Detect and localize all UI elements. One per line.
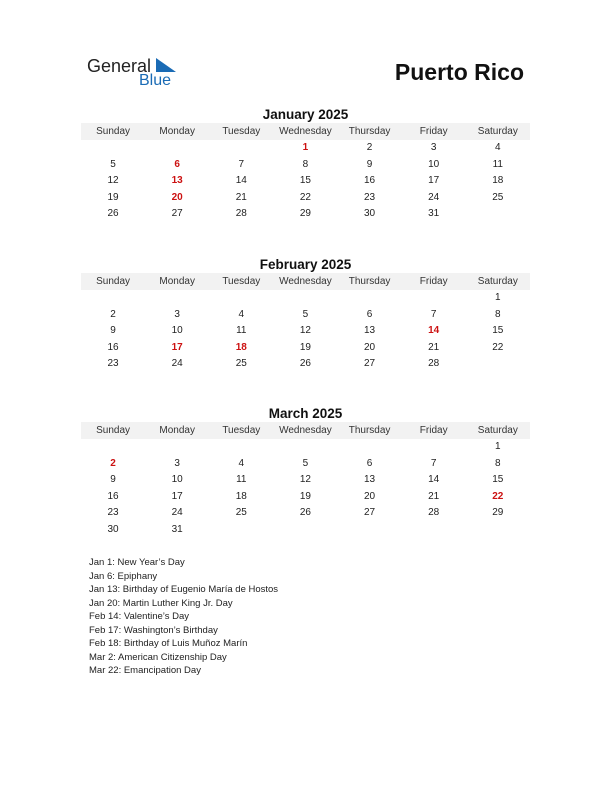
day-cell: 9 bbox=[110, 474, 116, 486]
day-cell: 7 bbox=[430, 308, 437, 320]
day-cell bbox=[466, 522, 530, 539]
holiday-day-cell: 20 bbox=[171, 191, 183, 203]
holiday-note: Feb 18: Birthday of Luis Muñoz Marín bbox=[89, 638, 248, 649]
day-cell: 1 bbox=[495, 292, 501, 303]
day-cell: 16 bbox=[107, 341, 119, 353]
weekday-label: Wednesday bbox=[279, 425, 332, 436]
day-cell: 27 bbox=[364, 358, 376, 370]
weekday-label: Saturday bbox=[477, 425, 518, 436]
day-cell bbox=[402, 290, 466, 307]
day-cell: 6 bbox=[366, 457, 373, 469]
weekday-label: Sunday bbox=[96, 276, 131, 287]
weekday-label: Tuesday bbox=[222, 126, 261, 137]
holiday-day-cell: 14 bbox=[428, 325, 440, 337]
month-calendar bbox=[81, 256, 530, 373]
month-title: February 2025 bbox=[259, 257, 352, 272]
day-cell: 4 bbox=[495, 142, 501, 153]
holiday-note: Mar 22: Emancipation Day bbox=[89, 665, 201, 676]
day-cell: 13 bbox=[364, 474, 376, 486]
weekday-header-row bbox=[81, 422, 530, 439]
day-cell: 2 bbox=[110, 308, 116, 320]
day-cell: 5 bbox=[302, 457, 309, 469]
day-cell: 8 bbox=[302, 158, 309, 170]
day-cell: 11 bbox=[236, 325, 247, 337]
weekday-header-row bbox=[81, 273, 530, 290]
day-cell: 19 bbox=[107, 191, 119, 203]
week-row bbox=[81, 472, 530, 489]
holiday-note: Jan 6: Epiphany bbox=[89, 570, 158, 582]
day-cell: 6 bbox=[366, 308, 373, 320]
day-cell: 16 bbox=[364, 175, 376, 187]
day-cell: 4 bbox=[238, 457, 245, 469]
day-cell bbox=[209, 290, 273, 307]
week-row bbox=[81, 206, 530, 223]
day-cell bbox=[466, 356, 530, 373]
weekday-label: Tuesday bbox=[222, 276, 261, 287]
holiday-day-cell: 6 bbox=[174, 158, 180, 170]
day-cell bbox=[81, 290, 145, 307]
weekday-label: Friday bbox=[419, 276, 448, 287]
day-cell: 10 bbox=[171, 325, 183, 337]
day-cell: 20 bbox=[364, 341, 376, 353]
day-cell: 31 bbox=[171, 523, 183, 535]
day-cell: 15 bbox=[492, 325, 504, 337]
day-cell: 27 bbox=[171, 208, 183, 220]
holiday-note: Mar 2: American Citizenship Day bbox=[89, 651, 227, 663]
holiday-day-cell: 17 bbox=[171, 341, 183, 353]
day-cell: 5 bbox=[302, 308, 309, 320]
day-cell: 5 bbox=[110, 158, 116, 170]
day-cell: 24 bbox=[428, 191, 440, 203]
day-cell: 15 bbox=[299, 175, 311, 187]
day-cell: 1 bbox=[495, 441, 501, 452]
holiday-day-cell: 18 bbox=[235, 341, 247, 353]
day-cell: 30 bbox=[364, 208, 376, 220]
day-cell: 7 bbox=[238, 158, 245, 170]
day-cell: 29 bbox=[299, 208, 311, 220]
holiday-day-cell: 22 bbox=[492, 490, 504, 502]
month-calendar bbox=[81, 405, 530, 539]
day-cell: 27 bbox=[364, 507, 376, 519]
day-cell: 3 bbox=[430, 142, 437, 153]
day-cell: 23 bbox=[364, 191, 376, 203]
weekday-label: Friday bbox=[419, 425, 448, 436]
holiday-note: Feb 14: Valentine’s Day bbox=[89, 611, 189, 622]
day-cell: 12 bbox=[107, 175, 119, 187]
week-row bbox=[81, 439, 530, 456]
week-row bbox=[81, 157, 530, 174]
weekday-label: Saturday bbox=[477, 126, 518, 137]
day-cell: 20 bbox=[364, 490, 376, 502]
week-row bbox=[81, 340, 530, 357]
day-cell: 8 bbox=[495, 308, 501, 320]
day-cell: 17 bbox=[428, 175, 440, 187]
day-cell: 12 bbox=[299, 474, 311, 486]
holiday-day-cell: 13 bbox=[171, 175, 183, 187]
week-row bbox=[81, 190, 530, 207]
day-cell: 14 bbox=[235, 175, 247, 187]
day-cell: 11 bbox=[492, 158, 503, 170]
day-cell: 10 bbox=[171, 474, 183, 486]
day-cell: 21 bbox=[235, 191, 247, 203]
weekday-label: Tuesday bbox=[222, 425, 261, 436]
day-cell: 26 bbox=[107, 208, 119, 220]
holiday-day-cell: 1 bbox=[302, 142, 309, 153]
day-cell bbox=[145, 290, 209, 307]
weekday-label: Thursday bbox=[348, 276, 391, 287]
week-row bbox=[81, 489, 530, 506]
day-cell: 26 bbox=[299, 507, 311, 519]
week-row bbox=[81, 290, 530, 307]
holiday-note: Jan 13: Birthday of Eugenio María de Hostos bbox=[89, 584, 279, 595]
week-row bbox=[81, 456, 530, 473]
day-cell bbox=[209, 439, 273, 456]
day-cell bbox=[338, 290, 402, 307]
day-cell bbox=[145, 140, 209, 157]
day-cell: 25 bbox=[235, 507, 247, 519]
day-cell: 12 bbox=[299, 325, 311, 337]
day-cell: 18 bbox=[492, 175, 504, 187]
weekday-label: Saturday bbox=[477, 276, 518, 287]
weekday-header-row bbox=[81, 123, 530, 140]
month-title: March 2025 bbox=[268, 406, 343, 421]
day-cell: 2 bbox=[366, 142, 373, 153]
day-cell: 11 bbox=[236, 474, 247, 486]
week-row bbox=[81, 356, 530, 373]
day-cell bbox=[338, 522, 402, 539]
day-cell bbox=[273, 439, 337, 456]
logo-triangle-icon bbox=[156, 58, 176, 72]
day-cell: 30 bbox=[107, 523, 119, 535]
day-cell: 21 bbox=[428, 341, 440, 353]
day-cell: 26 bbox=[299, 358, 311, 370]
week-row bbox=[81, 307, 530, 324]
day-cell: 7 bbox=[430, 457, 437, 469]
day-cell: 29 bbox=[492, 507, 504, 519]
day-cell: 3 bbox=[174, 457, 180, 469]
day-cell bbox=[81, 140, 145, 157]
day-cell: 14 bbox=[428, 474, 440, 486]
day-cell: 18 bbox=[235, 490, 247, 502]
weekday-label: Sunday bbox=[96, 126, 131, 137]
day-cell: 22 bbox=[299, 191, 311, 203]
month-title: January 2025 bbox=[262, 107, 349, 122]
day-cell: 9 bbox=[366, 158, 373, 170]
day-cell: 4 bbox=[238, 308, 245, 320]
day-cell: 24 bbox=[171, 358, 183, 370]
week-row bbox=[81, 505, 530, 522]
week-row bbox=[81, 323, 530, 340]
day-cell bbox=[209, 522, 273, 539]
day-cell: 19 bbox=[299, 341, 311, 353]
day-cell bbox=[338, 439, 402, 456]
day-cell: 28 bbox=[428, 358, 440, 370]
day-cell bbox=[466, 206, 530, 223]
day-cell: 28 bbox=[428, 507, 440, 519]
weekday-label: Thursday bbox=[348, 425, 391, 436]
day-cell bbox=[273, 522, 337, 539]
holiday-note: Feb 17: Washington’s Birthday bbox=[89, 624, 218, 636]
weekday-label: Monday bbox=[159, 276, 195, 287]
day-cell bbox=[81, 439, 145, 456]
day-cell: 10 bbox=[428, 158, 440, 170]
weekday-label: Wednesday bbox=[279, 276, 332, 287]
logo-word-blue: Blue bbox=[139, 72, 172, 89]
week-row bbox=[81, 522, 530, 539]
weekday-label: Monday bbox=[159, 126, 195, 137]
day-cell bbox=[273, 290, 337, 307]
week-row bbox=[81, 140, 530, 157]
day-cell: 25 bbox=[492, 191, 504, 203]
day-cell: 13 bbox=[364, 325, 376, 337]
day-cell: 25 bbox=[235, 358, 247, 370]
day-cell: 22 bbox=[492, 341, 504, 353]
day-cell: 8 bbox=[495, 457, 501, 469]
day-cell: 23 bbox=[107, 507, 119, 519]
day-cell: 9 bbox=[110, 325, 116, 337]
day-cell: 28 bbox=[235, 208, 247, 220]
logo bbox=[87, 56, 187, 92]
holiday-note: Jan 20: Martin Luther King Jr. Day bbox=[89, 597, 233, 609]
weekday-label: Monday bbox=[159, 425, 195, 436]
holiday-note: Jan 1: New Year’s Day bbox=[89, 557, 185, 568]
weekday-label: Friday bbox=[419, 126, 448, 137]
day-cell: 24 bbox=[171, 507, 183, 519]
day-cell: 17 bbox=[171, 490, 183, 502]
day-cell bbox=[145, 439, 209, 456]
day-cell: 21 bbox=[428, 490, 440, 502]
day-cell: 23 bbox=[107, 358, 119, 370]
day-cell bbox=[209, 140, 273, 157]
day-cell: 15 bbox=[492, 474, 504, 486]
logo-word-general: General bbox=[87, 56, 152, 76]
day-cell bbox=[402, 439, 466, 456]
day-cell bbox=[402, 522, 466, 539]
day-cell: 31 bbox=[428, 208, 440, 220]
weekday-label: Wednesday bbox=[279, 126, 332, 137]
day-cell: 19 bbox=[299, 490, 311, 502]
week-row bbox=[81, 173, 530, 190]
day-cell: 3 bbox=[174, 308, 180, 320]
weekday-label: Thursday bbox=[348, 126, 391, 137]
month-calendar bbox=[81, 106, 530, 223]
weekday-label: Sunday bbox=[96, 425, 131, 436]
country-title: Puerto Rico bbox=[394, 59, 524, 85]
holiday-day-cell: 2 bbox=[110, 457, 116, 469]
holiday-list bbox=[89, 556, 278, 678]
day-cell: 16 bbox=[107, 490, 119, 502]
